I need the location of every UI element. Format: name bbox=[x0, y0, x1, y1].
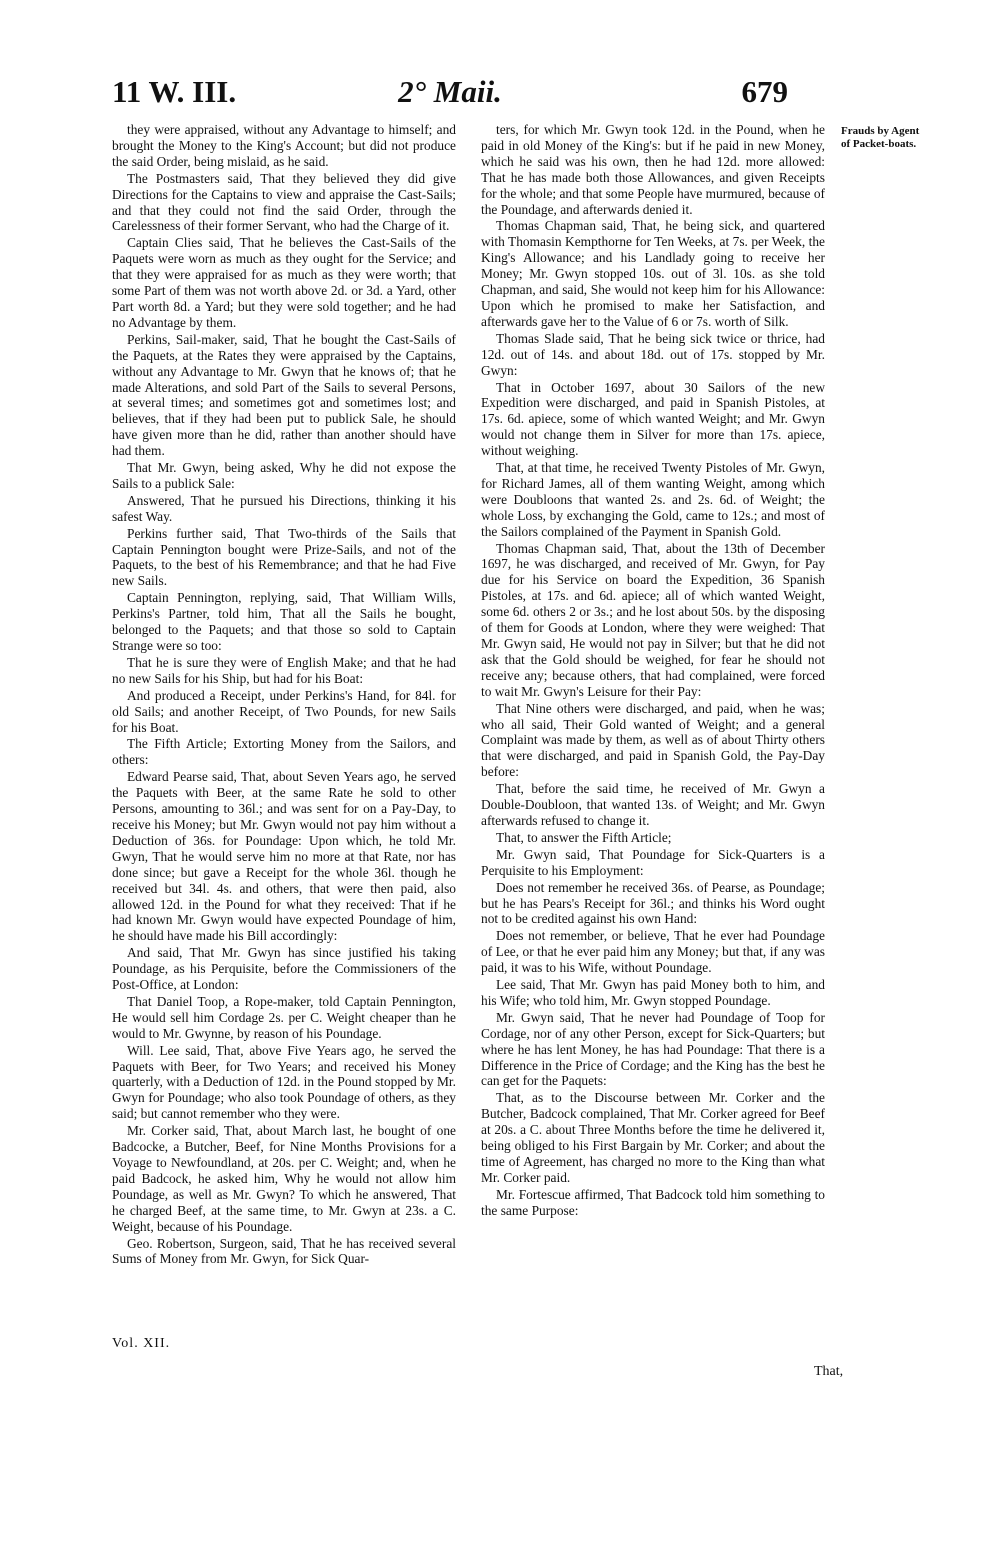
paragraph: they were appraised, without any Advantage to himself; and brought the Money to the King's Account; but did not produce the said Order, being mislaid, as he said. bbox=[112, 122, 456, 169]
paragraph: Captain Clies said, That he believes the Cast-Sails of the Paquets were worn as much as they ought for the Service; and that they were appraised for as much as they were worth; that some Part of them was not worth above 2d. or 3d. a Yard, other Part worth 8d. a Yard; but they were sold together; and he had no Advantage by them. bbox=[112, 235, 456, 330]
paragraph: That, before the said time, he received of Mr. Gwyn a Double-Doubloon, that wanted 13s. of Weight; and Mr. Gwyn afterwards refused to change it. bbox=[481, 781, 825, 828]
paragraph: The Fifth Article; Extorting Money from the Sailors, and others: bbox=[112, 736, 456, 768]
paragraph: That Mr. Gwyn, being asked, Why he did not expose the Sails to a publick Sale: bbox=[112, 460, 456, 491]
paragraph: Geo. Robertson, Surgeon, said, That he has received several Sums of Money from Mr. Gwyn, for Sick Quar- bbox=[112, 1235, 456, 1267]
paragraph: Mr. Corker said, That, about March last, he bought of one Badcocke, a Butcher, Beef, for Nine Months Provisions for a Voyage to Newfoundland, at 20s. per C. Weight; and, when he paid Badcock, he asked him, Why he would not allow him Poundage, as well as Mr. Gwyn? To which he answered, That he charged Beef, at the same time, to Mr. Gwyn at 23s. a C. Weight, because of his Poundage. bbox=[112, 1123, 456, 1234]
paragraph: Does not remember he received 36s. of Pearse, as Poundage; but he has Pears's Receipt for 36l.; and thinks his Word ought not to be credited against his own Hand: bbox=[481, 879, 825, 927]
paragraph: Perkins further said, That Two-thirds of the Sails that Captain Pennington bought were Prize-Sails, and not of the Paquets, to the best of his Remembrance; and that he had Five new Sails. bbox=[112, 525, 456, 589]
regnal-year: 11 W. III. bbox=[112, 74, 237, 109]
paragraph: That Nine others were discharged, and paid, when he was; who all said, Their Gold wanted of Weight; and a general Complaint was made by them, as well as of about Thirty others that were discharged, and paid in Spanish Gold, the Pay-Day before: bbox=[481, 700, 825, 780]
paragraph: ters, for which Mr. Gwyn took 12d. in the Pound, when he paid in old Money of the King's: but if he paid in new Money, which he said was his own, then he had 12d. more allowed: That he has made both those Allowances, and given Receipts for the whole; and that some People have murmured, because of the Poundage, and afterwards denied it. bbox=[481, 122, 825, 217]
paragraph: That Daniel Toop, a Rope-maker, told Captain Pennington, He would sell him Cordage 2s. per C. Weight cheaper than he would to Mr. Gwynne, by reason of his Poundage. bbox=[112, 993, 456, 1041]
paragraph: Thomas Slade said, That he being sick twice or thrice, had 12d. out of 14s. and about 18d. out of 17s. stopped by Mr. Gwyn: bbox=[481, 330, 825, 378]
catchword: That, bbox=[814, 1364, 844, 1379]
paragraph: That in October 1697, about 30 Sailors of the new Expedition were discharged, and paid in Spanish Pistoles, at 17s. 6d. apiece, some of which wanted Weight; and Mr. Gwyn would not change them in Silver for more than 17s. apiece, without weighing. bbox=[481, 379, 825, 459]
paragraph: Perkins, Sail-maker, said, That he bought the Cast-Sails of the Paquets, at the Rates they were appraised by the Captains, without any Advantage to Mr. Gwyn that he knows of; that he made Alterations, and sold Part of the Sails to several Persons, at several times; and sometimes got and sometimes lost; and believes, that if they had been put to publick Sale, he should have given more than he did, rather than another should have had them. bbox=[112, 331, 456, 459]
paragraph: Edward Pearse said, That, about Seven Years ago, he served the Paquets with Beer, at the same Rate he sold to other Persons, amounting to 36l.; and was sent for on a Pay-Day, to receive his Money; but Mr. Gwyn would not pay him without a Deduction of 36s. for Poundage: Upon which, he told Mr. Gwyn, That he would serve him no more at that Rate, nor has done since; but gave a Receipt for the whole 36l. though he received but 34l. 4s. and others, that were then paid, also allowed 12d. in the Pound for what they received: That if he had known Mr. Gwyn would have expected Poundage of him, he should have made his Bill accordingly: bbox=[112, 769, 456, 944]
running-header bbox=[112, 74, 788, 114]
session-date: 2° Maii. bbox=[398, 74, 502, 109]
paragraph: That, as to the Discourse between Mr. Corker and the Butcher, Badcock complained, That Mr. Corker agreed for Beef at 20s. a C. about Three Months before the time he delivered it, being obliged to his First Bargain by Mr. Corker; and about the time of Agreement, has charged no more to the King than what Mr. Corker paid. bbox=[481, 1090, 825, 1185]
margin-note: Frauds by Agent of Packet-boats. bbox=[841, 125, 920, 150]
paragraph: Mr. Gwyn said, That Poundage for Sick-Quarters is a Perquisite to his Employment: bbox=[481, 846, 825, 878]
paragraph: That, to answer the Fifth Article; bbox=[496, 829, 672, 845]
paragraph: Will. Lee said, That, above Five Years ago, he served the Paquets with Beer, for Two Years; and received his Money quarterly, with a Deduction of 12d. in the Pound stopped by Mr. Gwyn for Poundage; who also took Poundage of others, as they said; but cannot remember who they were. bbox=[112, 1042, 456, 1122]
page-number: 679 bbox=[741, 74, 788, 109]
paragraph: And said, That Mr. Gwyn has since justified his taking Poundage, as his Perquisite, before the Commissioners of the Post-Office, at London: bbox=[112, 945, 456, 993]
paragraph: That he is sure they were of English Make; and that he had no new Sails for his Ship, but had for his Boat: bbox=[112, 654, 456, 686]
paragraph: That, at that time, he received Twenty Pistoles of Mr. Gwyn, for Richard James, all of them wanting Weight, among which were Doubloons that wanted 2s. and 2s. 6d. of Weight; the whole Loss, by exchanging the Gold, came to 12s.; and most of the Sailors complained of the Payment in Spanish Gold. bbox=[481, 460, 825, 539]
paragraph: And produced a Receipt, under Perkins's Hand, for 84l. for old Sails; and another Receipt, of Two Pounds, for new Sails for his Boat. bbox=[112, 687, 456, 735]
paragraph: Captain Pennington, replying, said, That William Wills, Perkins's Partner, told him, That all the Sails he bought, belonged to the Paquets; and that those so sold to Captain Strange were so too: bbox=[112, 590, 456, 653]
paragraph: Thomas Chapman said, That, about the 13th of December 1697, he was discharged, and received of Mr. Gwyn, for Pay due for his Service on board the Expedition, 36 Spanish Pistoles, at 17s. and 6d. apiece; all of which wanted Weight, some 6d. others 2 or 3s.; and he lost about 50s. by the disposing of them for Goods at London, where they were weighed: That Mr. Gwyn said, He would not pay in Silver; but that he did not ask that the Gold should be weighed, for fear he should not receive any; because others, that had complained, were forced to wait Mr. Gwyn's Leisure for their Pay: bbox=[481, 540, 825, 699]
volume-signature: Vol. XII. bbox=[112, 1336, 171, 1351]
paragraph: Lee said, That Mr. Gwyn has paid Money both to him, and his Wife; who told him, Mr. Gwyn stopped Poundage. bbox=[481, 977, 825, 1008]
paragraph: Mr. Fortescue affirmed, That Badcock told him something to the same Purpose: bbox=[481, 1186, 825, 1218]
right-column bbox=[481, 122, 825, 1220]
paragraph: Mr. Gwyn said, That he never had Poundage of Toop for Cordage, nor of any other Person, except for Sick-Quarters; but where he has lent Money, he has had Poundage: That there is a Difference in the Price of Cordage; and the King has the best he can get for the Paquets: bbox=[481, 1009, 825, 1089]
left-column bbox=[112, 122, 456, 1268]
paragraph: Does not remember, or believe, That he ever had Poundage of Lee, or that he ever paid him any Money; but that, if any was paid, it was to his Wife, without Poundage. bbox=[481, 928, 825, 976]
paragraph: Answered, That he pursued his Directions, thinking it his safest Way. bbox=[112, 492, 456, 524]
paragraph: The Postmasters said, That they believed they did give Directions for the Captains to view and appraise the Cast-Sails; and that they could not find the said Order, through the Carelessness of their former Servant, who had the Charge of it. bbox=[112, 170, 456, 234]
paragraph: Thomas Chapman said, That, he being sick, and quartered with Thomasin Kempthorne for Ten Weeks, at 7s. per Week, the King's Allowance; and his Landlady going to receive her Money; Mr. Gwyn stopped 10s. out of 3l. 10s. as she told Chapman, and said, She would not keep him for his Allowance: Upon which he promised to make her Satisfaction, and afterwards gave her to the Value of 6 or 7s. worth of Silk. bbox=[481, 218, 825, 329]
